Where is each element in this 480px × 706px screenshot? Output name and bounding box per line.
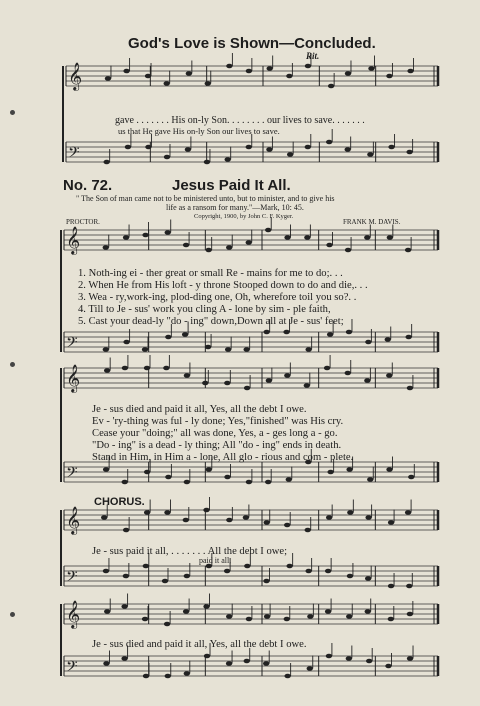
refrain-line-2: Ev - 'ry-thing was ful - ly done; Yes,"finished" was His cry. xyxy=(92,416,344,427)
previous-hymn-title: God's Love is Shown—Concluded. xyxy=(128,35,376,52)
svg-text:𝄢: 𝄢 xyxy=(68,144,80,165)
svg-text:𝄞: 𝄞 xyxy=(66,506,81,534)
hymn-title: Jesus Paid It All. xyxy=(172,177,291,194)
svg-text:𝄞: 𝄞 xyxy=(66,600,81,628)
verse-line-3: 3. Wea - ry,work-ing, plod-ding one, Oh, wherefore toil you so?. . xyxy=(78,292,357,303)
composer: FRANK M. DAVIS. xyxy=(343,218,401,226)
refrain-line-5: Stand in Him, in Him a - lone, All glo - rious and com - plete. xyxy=(92,452,354,463)
refrain-line-1: Je - sus died and paid it all, Yes, all the debt I owe. xyxy=(92,404,307,415)
previous-lyric-bass: us that He gave His on-ly Son our lives to save. xyxy=(118,126,280,136)
hymn-number: No. 72. xyxy=(63,177,113,194)
svg-text:𝄢: 𝄢 xyxy=(66,658,78,679)
chorus-line-2: Je - sus died and paid it all, Yes, all the debt I owe. xyxy=(92,639,307,650)
verse-line-5: 5. Cast your dead-ly "do - ing" down,Down all at Je - sus' feet; xyxy=(78,316,344,327)
epigraph-line-2: life as a ransom for many."—Mark, 10: 45. xyxy=(166,203,304,212)
verse-line-1: 1. Noth-ing ei - ther great or small Re - mains for me to do;. . . xyxy=(78,268,343,279)
verse-line-2: 2. When He from His loft - y throne Stooped down to do and die,. . . xyxy=(78,280,368,291)
svg-text:𝄞: 𝄞 xyxy=(66,364,81,392)
chorus-line-1: Je - sus paid it all, . . . . . . . All the debt I owe; xyxy=(92,546,288,557)
refrain-line-4: "Do - ing" is a dead - ly thing; All "do - ing" ends in death. xyxy=(92,440,342,451)
lyricist: PROCTOR. xyxy=(66,218,100,226)
verse-line-4: 4. Till to Je - sus' work you cling A - lone by sim - ple faith, xyxy=(78,304,331,315)
epigraph-line-1: " The Son of man came not to be ministered unto, but to minister, and to give his xyxy=(76,194,335,203)
svg-text:𝄢: 𝄢 xyxy=(66,464,78,485)
svg-text:𝄞: 𝄞 xyxy=(68,62,83,90)
svg-text:𝄢: 𝄢 xyxy=(66,568,78,589)
chorus-echo: paid it all, xyxy=(199,556,232,565)
ritardando-mark: Rit. xyxy=(306,51,320,61)
refrain-line-3: Cease your "doing;" all was done, Yes, a - ges long a - go. xyxy=(92,428,338,439)
svg-text:𝄢: 𝄢 xyxy=(66,334,78,355)
chorus-label: CHORUS. xyxy=(94,496,145,508)
previous-lyric-treble: gave . . . . . . . His on-ly Son. . . . . . . . our lives to save. . . . . . . xyxy=(115,115,365,126)
copyright-note: Copyright, 1900, by John C. F. Kyger. xyxy=(194,213,294,220)
svg-text:𝄞: 𝄞 xyxy=(66,226,81,254)
